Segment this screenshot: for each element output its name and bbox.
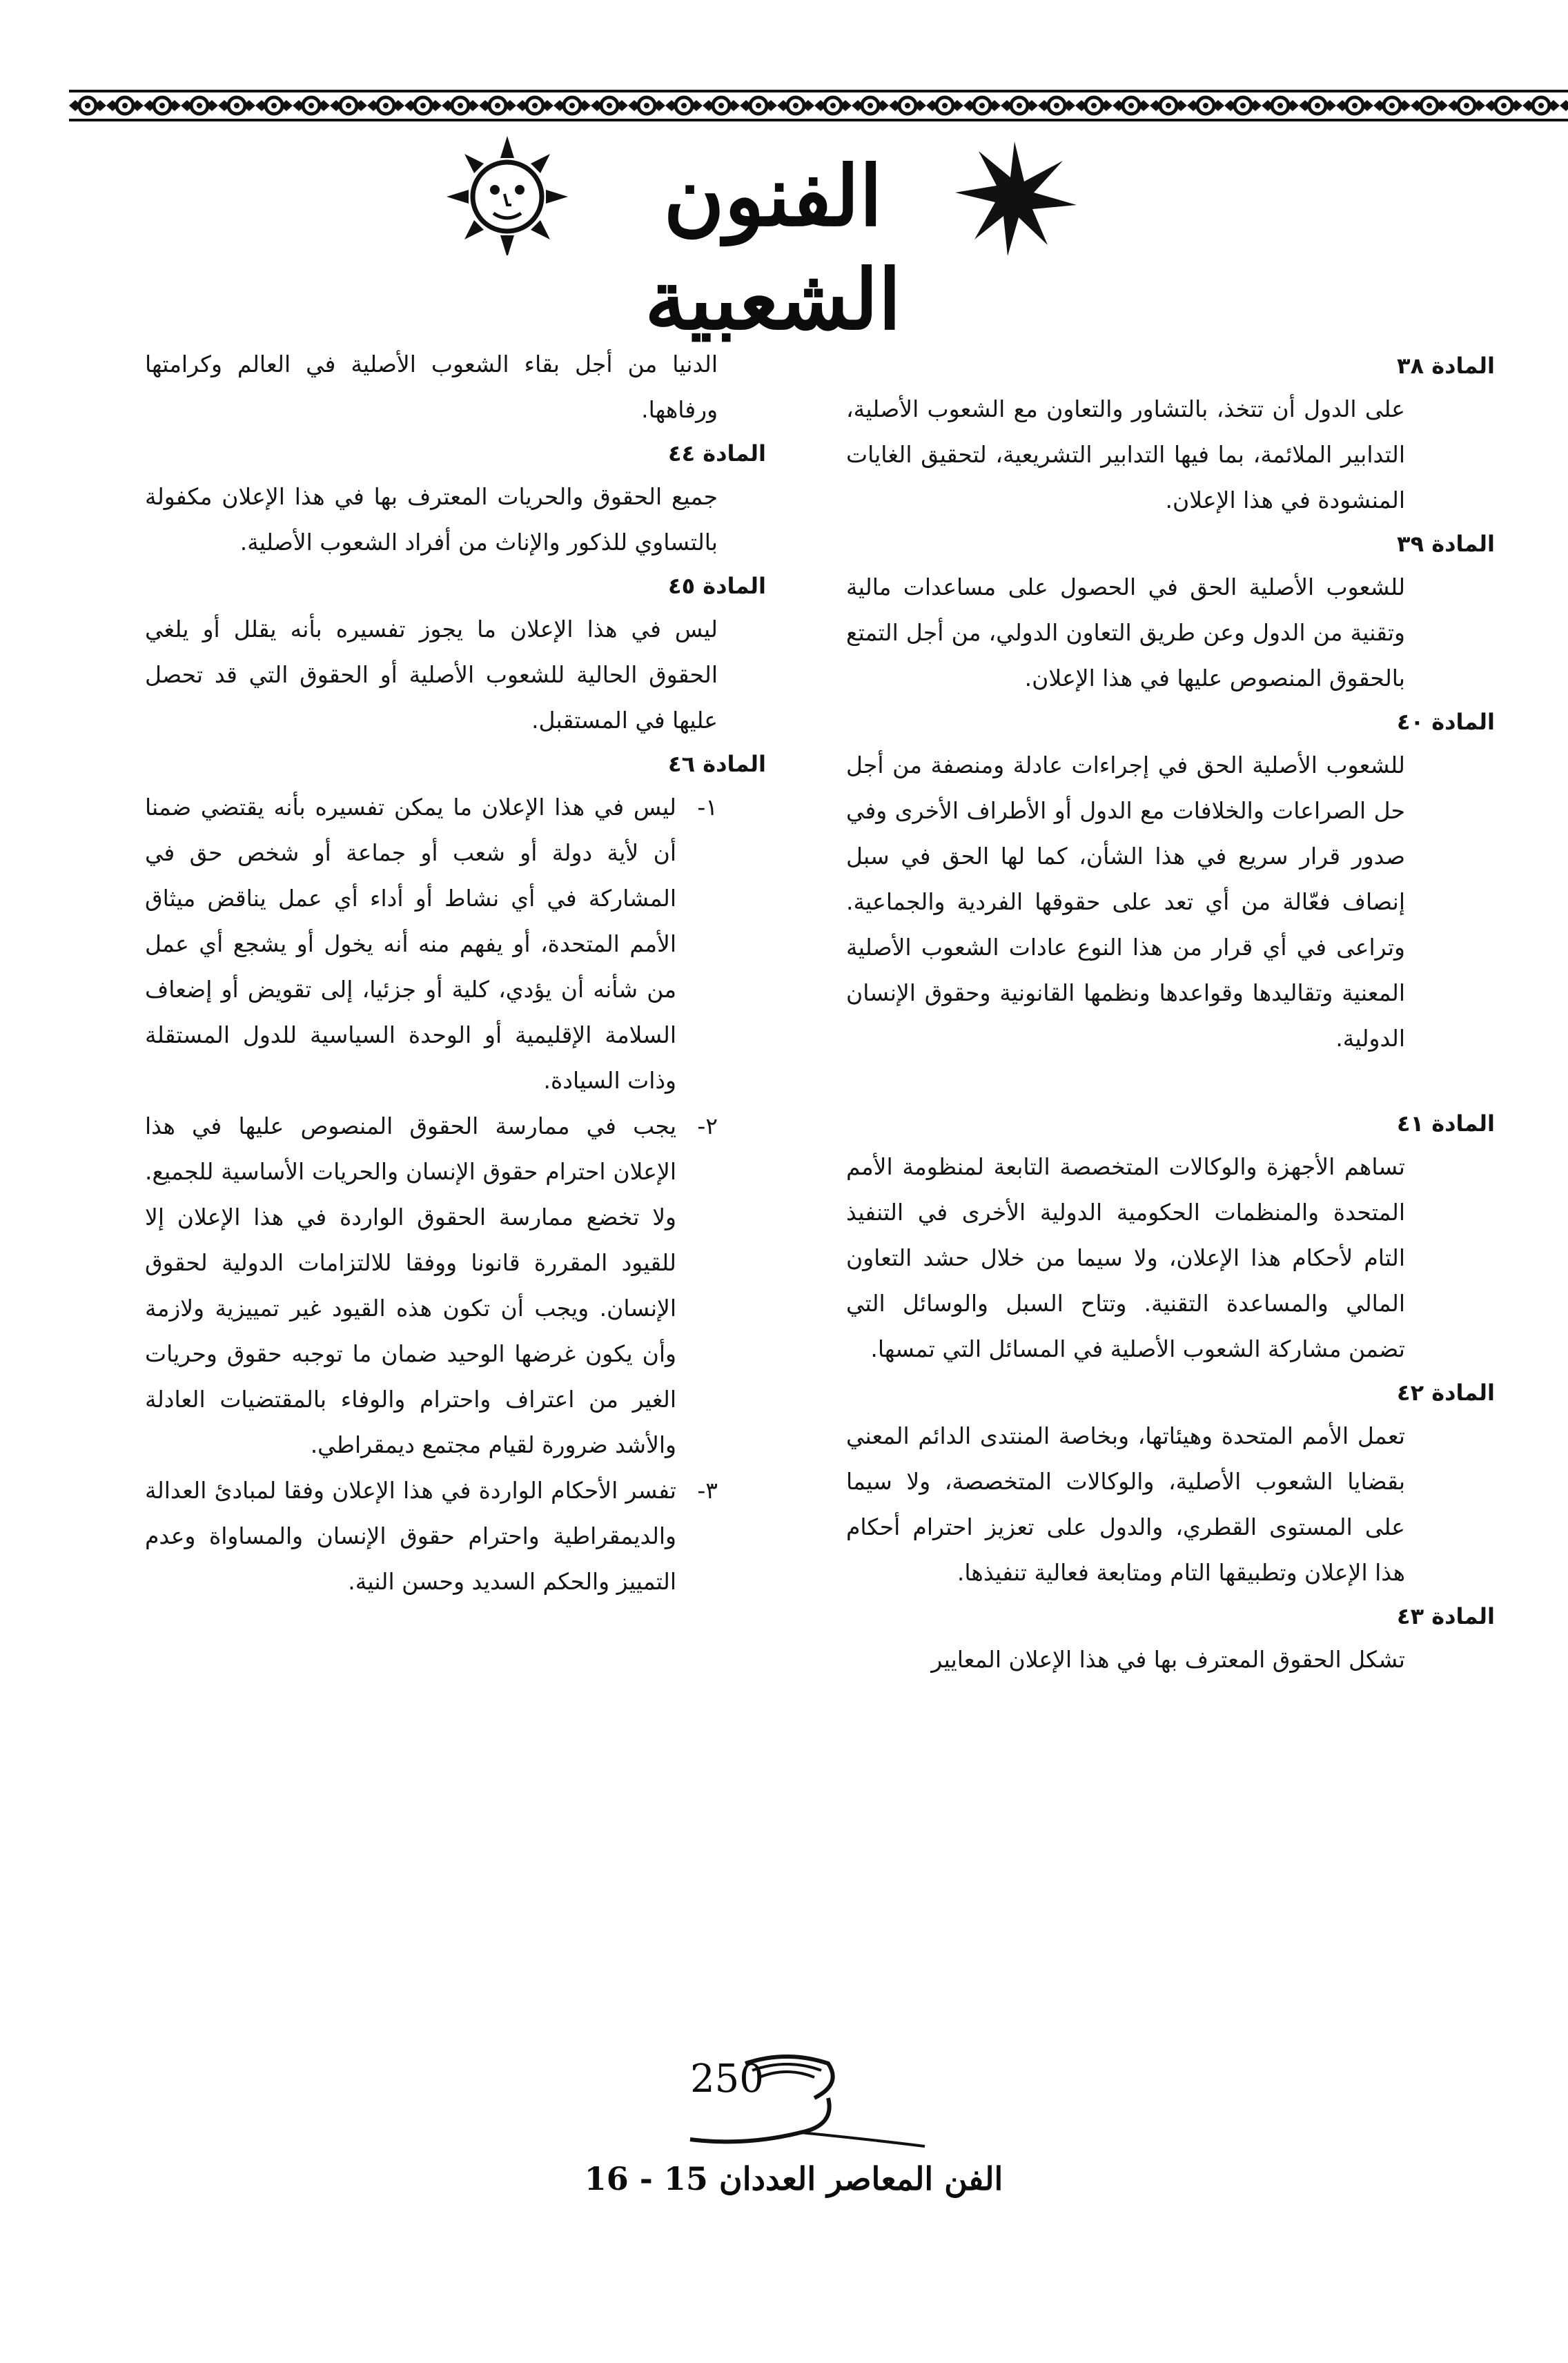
- journal-title: الفن المعاصر العددان 15 - 16: [584, 2160, 1003, 2197]
- article-45-heading: المادة ٤٥: [668, 573, 766, 599]
- article-42-text: تعمل الأمم المتحدة وهيئاتها، وبخاصة المنتدى الدائم المعني بقضايا الشعوب الأصلية، والوكالات المتخصصة، ولا سيما على المستوى القطري، والدول على تعزيز احترام أحكام هذا الإعلان وتطبيقها التام ومتابعة فعالية تنفيذها.: [846, 1422, 1405, 1586]
- ornament-border-icon: [69, 88, 1568, 123]
- star-burst-icon: [955, 141, 1077, 255]
- list-item-number: ١-: [697, 794, 718, 821]
- article-41-heading: المادة ٤١: [1397, 1110, 1495, 1137]
- journal-logo-icon: [538, 2043, 1063, 2160]
- page-footer: [538, 2043, 1063, 2215]
- list-item: [145, 785, 718, 1104]
- page-number: 250: [690, 2057, 764, 2101]
- spacer: [846, 1061, 1405, 1103]
- list-item-text: تفسر الأحكام الواردة في هذا الإعلان وفقا لمبادئ العدالة والديمقراطية واحترام حقوق الإنسان والمساواة وعدم التمييز والحكم السديد وحسن النية.: [145, 1477, 676, 1595]
- article-38-heading: المادة ٣٨: [1397, 353, 1495, 379]
- article-43-text: تشكل الحقوق المعترف بها في هذا الإعلان المعايير: [931, 1646, 1405, 1673]
- list-item-text: ليس في هذا الإعلان ما يمكن تفسيره بأنه يقتضي ضمنا أن لأية دولة أو شعب أو جماعة أو شخص حق في المشاركة في أي نشاط أو أداء أي عمل يناقض ميثاق الأمم المتحدة، أو يفهم منه أنه يخول أو يشجع أي عمل من شأنه أن يؤدي، كلية أو جزئيا، إلى تقويض أو إضعاف السلامة الإقليمية أو الوحدة السياسية للدول المستقلة وذات السيادة.: [145, 794, 676, 1094]
- section-title: الفنون الشعبية: [645, 148, 901, 349]
- article-42-heading: المادة ٤٢: [1397, 1380, 1495, 1406]
- article-45-text: ليس في هذا الإعلان ما يجوز تفسيره بأنه يقلل أو يلغي الحقوق الحالية للشعوب الأصلية أو الحقوق التي قد تحصل عليها في المستقبل.: [145, 616, 718, 734]
- right-column: [846, 345, 1495, 1683]
- article-46-heading: المادة ٤٦: [668, 751, 766, 777]
- article-44-heading: المادة ٤٤: [668, 440, 766, 467]
- article-43-heading: المادة ٤٣: [1397, 1603, 1495, 1629]
- article-43-continuation: الدنيا من أجل بقاء الشعوب الأصلية في العالم وكرامتها ورفاهها.: [145, 351, 718, 423]
- article-44-text: جميع الحقوق والحريات المعترف بها في هذا الإعلان مكفولة بالتساوي للذكور والإناث من أفراد الشعوب الأصلية.: [145, 483, 718, 556]
- article-40-heading: المادة ٤٠: [1397, 709, 1495, 735]
- list-item: [145, 1104, 718, 1468]
- article-39-heading: المادة ٣٩: [1397, 531, 1495, 557]
- list-item-number: ٣-: [697, 1477, 718, 1504]
- article-40-text: للشعوب الأصلية الحق في إجراءات عادلة ومنصفة من أجل حل الصراعات والخلافات مع الدول أو الأطراف الأخرى وفي صدور قرار سريع في هذا الشأن، كما لها الحق في سبل إنصاف فعّالة من أي تعد على حقوقها الفردية والجماعية. وتراعى في أي قرار من هذا النوع عادات الشعوب الأصلية المعنية وتقاليدها وقواعدها ونظمها القانونية وحقوق الإنسان الدولية.: [846, 752, 1405, 1052]
- article-41-text: تساهم الأجهزة والوكالات المتخصصة التابعة لمنظومة الأمم المتحدة والمنظمات الحكومية الدولية الأخرى في التنفيذ التام لأحكام هذا الإعلان، ولا سيما من خلال حشد التعاون المالي والمساعدة التقنية. وتتاح السبل والوسائل التي تضمن مشاركة الشعوب الأصلية في المسائل التي تمسها.: [846, 1153, 1405, 1362]
- list-item-text: يجب في ممارسة الحقوق المنصوص عليها في هذا الإعلان احترام حقوق الإنسان والحريات الأساسية للجميع. ولا تخضع ممارسة الحقوق الواردة في هذا الإعلان إلا للقيود المقررة قانونا ووفقا للالتزامات الدولية لحقوق الإنسان. ويجب أن تكون هذه القيود غير تمييزية ولازمة وأن يكون غرضها الوحيد ضمان ما توجبه حقوق وحريات الغير من اعتراف واحترام والوفاء بالمقتضيات العادلة والأشد ضرورة لقيام مجتمع ديمقراطي.: [145, 1112, 676, 1458]
- section-header: [442, 131, 1132, 349]
- article-38-text: على الدول أن تتخذ، بالتشاور والتعاون مع الشعوب الأصلية، التدابير الملائمة، بما فيها التدابير التشريعية، لتحقيق الغايات المنشودة في هذا الإعلان.: [846, 395, 1405, 513]
- sun-face-icon: [447, 136, 568, 255]
- article-46-list: [145, 785, 718, 1605]
- article-39-text: للشعوب الأصلية الحق في الحصول على مساعدات مالية وتقنية من الدول وعن طريق التعاون الدولي، من أجل التمتع بالحقوق المنصوص عليها في هذا الإعلان.: [846, 573, 1405, 692]
- list-item: [145, 1468, 718, 1605]
- left-column: [145, 342, 766, 1605]
- decorative-border: [69, 88, 1568, 123]
- list-item-number: ٢-: [697, 1112, 718, 1139]
